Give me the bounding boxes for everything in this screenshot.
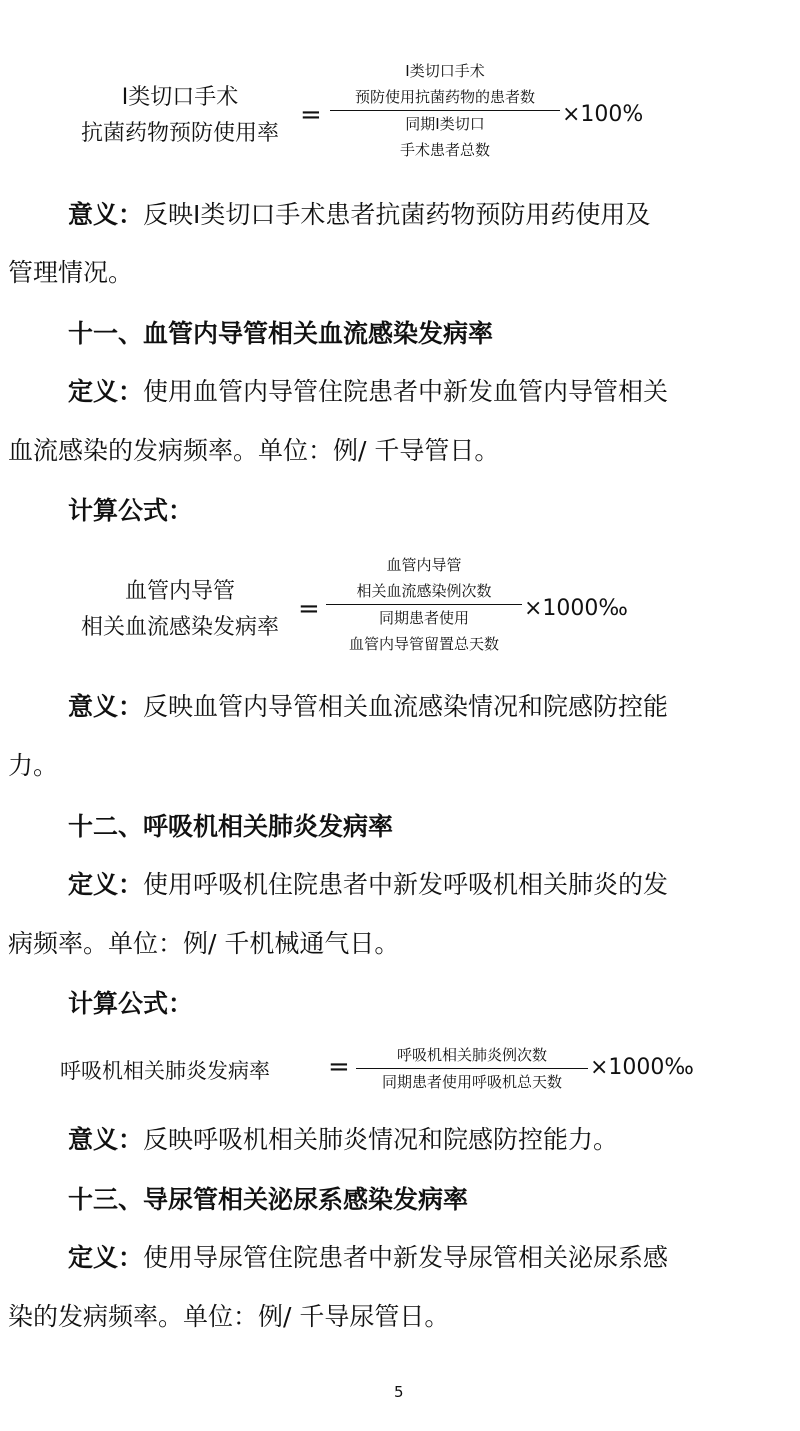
formula-label: 计算公式：: [68, 989, 194, 1018]
definition-text: 病频率。单位：例/ 千机械通气日。: [8, 929, 400, 958]
page-number: 5: [394, 1383, 404, 1401]
meaning-label: 意义：: [68, 692, 144, 721]
numerator-line: 血管内导管: [386, 556, 462, 574]
definition-text: 血流感染的发病频率。单位：例/ 千导管日。: [8, 436, 500, 465]
definition-text: 使用导尿管住院患者中新发导尿管相关泌尿系感: [143, 1243, 669, 1272]
denominator-line: 同期患者使用: [378, 609, 469, 627]
equals-sign: =: [300, 100, 322, 130]
definition-label: 定义：: [68, 377, 144, 406]
meaning-text: 反映Ⅰ类切口手术患者抗菌药物预防用药使用及: [143, 200, 651, 229]
formula-lhs: [60, 80, 300, 152]
denominator-line: 同期I类切口: [405, 115, 485, 133]
formula-lhs-line: 抗菌药物预防使用率: [80, 121, 279, 146]
numerator-line: 呼吸机相关肺炎例次数: [396, 1046, 547, 1064]
multiplier: ×1000‰: [590, 1055, 694, 1080]
formula-label: 计算公式：: [68, 496, 194, 525]
multiplier: ×100%: [562, 102, 644, 127]
formula-lhs: [60, 574, 300, 646]
numerator-line: 相关血流感染例次数: [356, 582, 492, 600]
formula-lhs: 呼吸机相关肺炎发病率: [60, 1059, 270, 1083]
definition-text: 染的发病频率。单位：例/ 千导尿管日。: [8, 1302, 450, 1331]
meaning-text: 力。: [8, 751, 59, 780]
meaning-text: 管理情况。: [8, 258, 134, 287]
definition-label: 定义：: [68, 870, 144, 899]
denominator-line: 血管内导管留置总天数: [348, 635, 499, 653]
formula-lhs-line: 血管内导管: [124, 579, 235, 604]
multiplier: ×1000‰: [524, 596, 628, 621]
formula-fraction: [356, 1042, 588, 1095]
formula-fraction: [330, 58, 560, 163]
definition-text: 使用呼吸机住院患者中新发呼吸机相关肺炎的发: [143, 870, 669, 899]
equals-sign: =: [298, 594, 320, 624]
equals-sign: =: [328, 1052, 350, 1082]
numerator-line: I类切口手术: [405, 62, 485, 80]
section-heading: 十二、呼吸机相关肺炎发病率: [68, 812, 394, 841]
meaning-text: 反映呼吸机相关肺炎情况和院感防控能力。: [143, 1125, 619, 1154]
formula-fraction: [326, 552, 522, 657]
definition-label: 定义：: [68, 1243, 144, 1272]
denominator-line: 同期患者使用呼吸机总天数: [381, 1073, 562, 1091]
definition-text: 使用血管内导管住院患者中新发血管内导管相关: [143, 377, 669, 406]
meaning-label: 意义：: [68, 1125, 144, 1154]
formula-lhs-line: 相关血流感染发病率: [80, 615, 279, 640]
meaning-text: 反映血管内导管相关血流感染情况和院感防控能: [143, 692, 669, 721]
section-heading: 十一、血管内导管相关血流感染发病率: [68, 319, 494, 348]
numerator-line: 预防使用抗菌药物的患者数: [354, 88, 535, 106]
formula-lhs-line: I类切口手术: [121, 85, 239, 110]
meaning-label: 意义：: [68, 200, 144, 229]
section-heading: 十三、导尿管相关泌尿系感染发病率: [68, 1185, 469, 1214]
denominator-line: 手术患者总数: [399, 141, 490, 159]
